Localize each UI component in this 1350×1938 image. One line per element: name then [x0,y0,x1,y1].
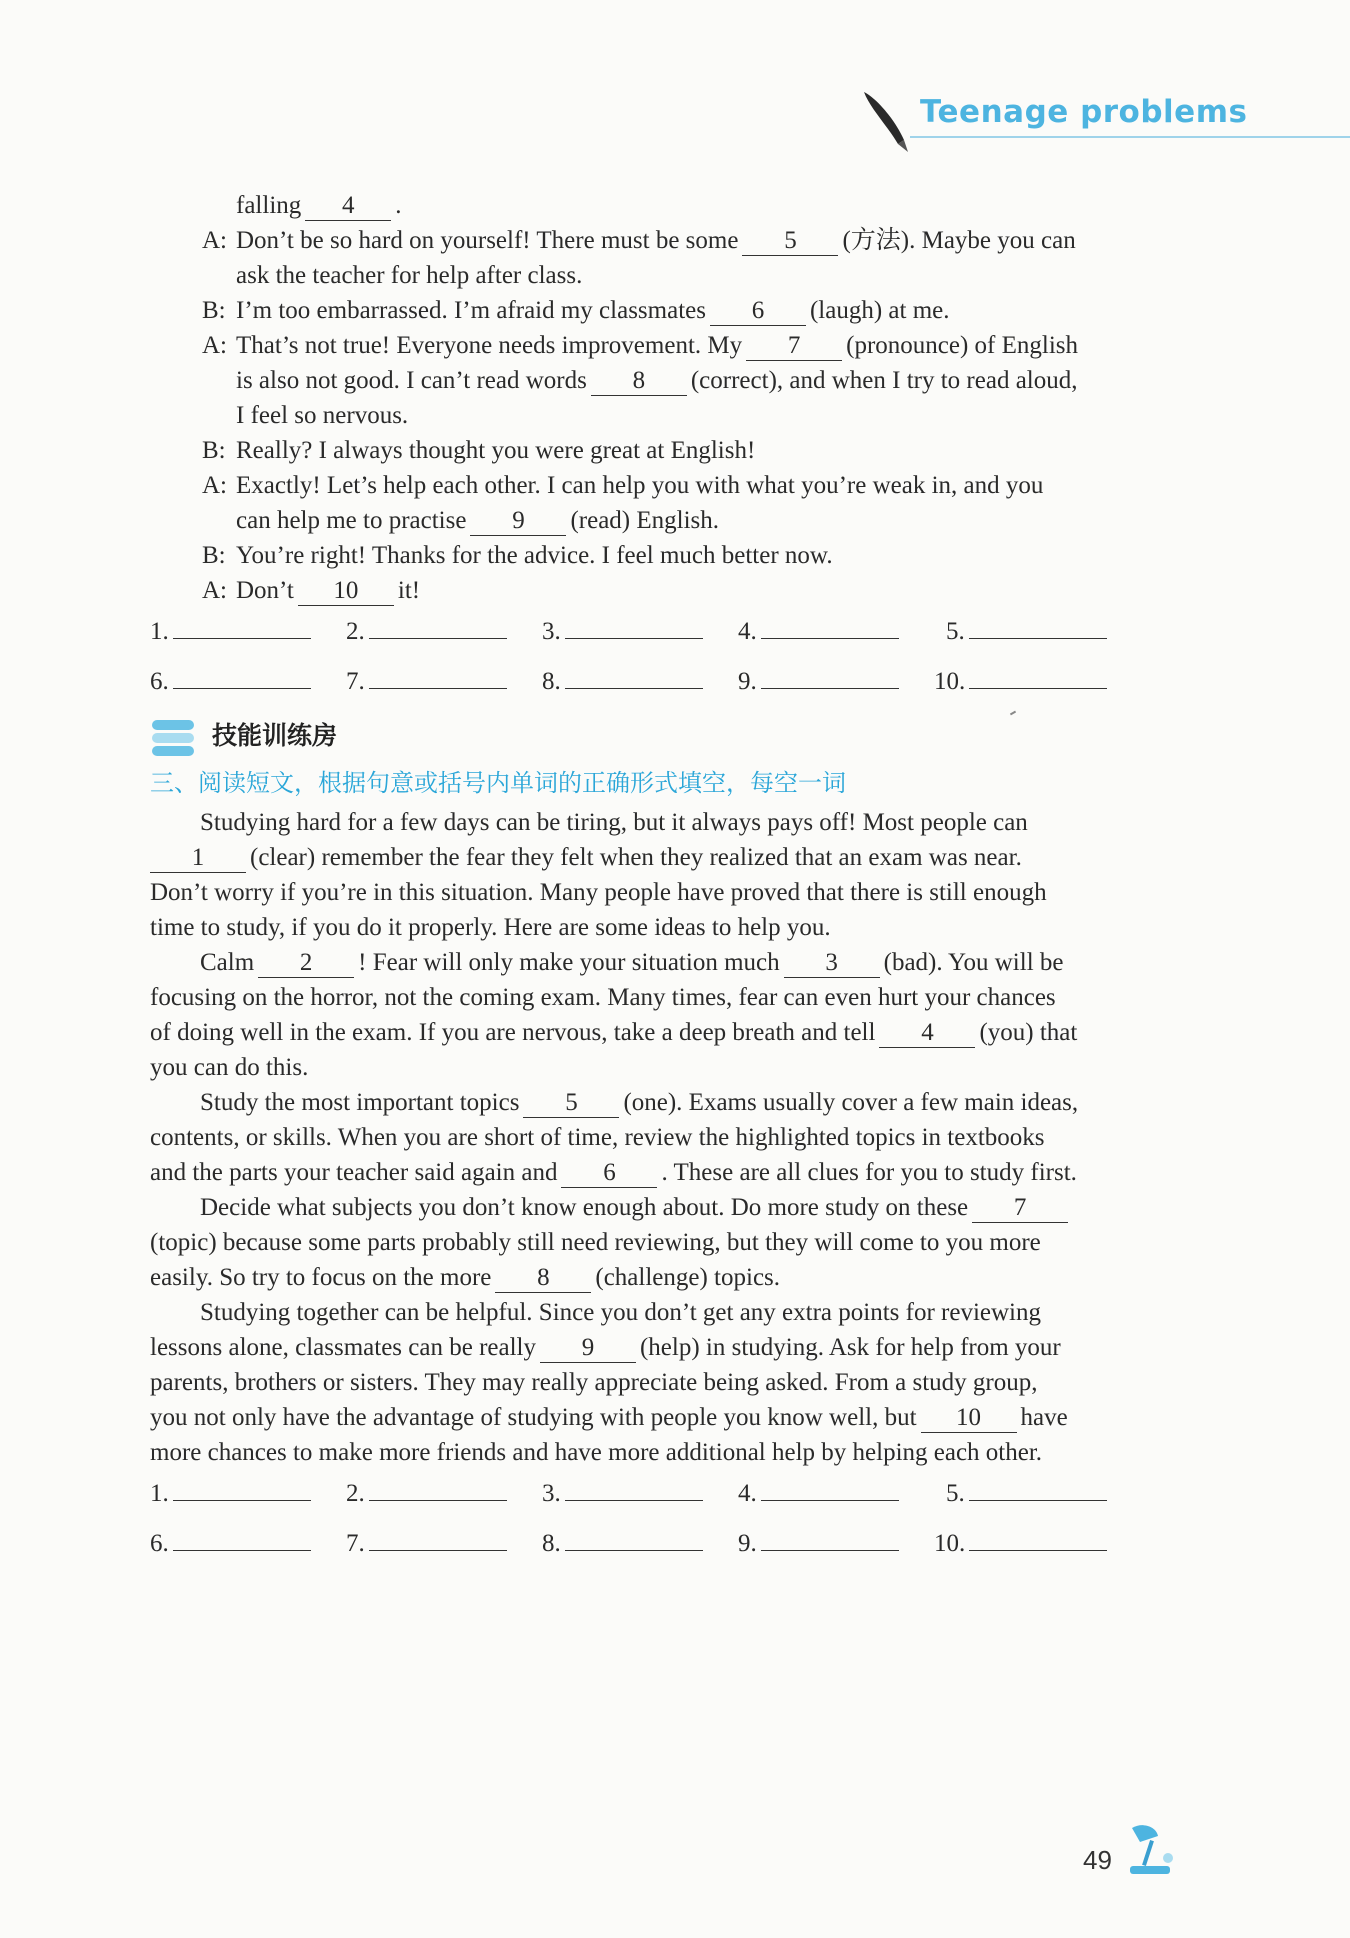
header-rule [910,136,1350,138]
passage-line: more chances to make more friends and have more additional help by helping each other. [150,1439,1043,1466]
passage-line: 1 (clear) remember the fear they felt when they realized that an exam was near. [150,840,1180,875]
answer-slot[interactable]: 9. [738,660,899,699]
exercise-instruction: 三、阅读短文，根据句意或括号内单词的正确形式填空，每空一词 [150,769,846,797]
passage-line: you can do this. [150,1054,309,1081]
speaker-label: B: [202,542,226,569]
passage-line: Studying hard for a few days can be tiring, but it always pays off! Most people can [200,809,1028,836]
blank: 10 [298,577,394,606]
page-number: 49 [1083,1845,1112,1875]
dialogue-line: can help me to practise 9 (read) English. [236,507,720,534]
speaker-label: B: [202,437,226,464]
passage-line: parents, brothers or sisters. They may really appreciate being asked. From a study group, [150,1369,1038,1396]
blank: 6 [710,297,806,326]
dialogue-line: is also not good. I can’t read words 8 (correct), and when I try to read aloud, [236,367,1078,394]
answer-slot[interactable]: 10. [934,660,1107,699]
dialogue-line: A: Exactly! Let’s help each other. I can help you with what you’re weak in, and you [150,468,1180,503]
speaker-label: B: [202,297,226,324]
answer-slot[interactable]: 1. [150,610,311,649]
answer-slot[interactable]: 4. [738,1472,899,1511]
answer-slot[interactable]: 9. [738,1522,899,1561]
speaker-label: A: [202,577,227,604]
blank: 4 [305,192,391,221]
blank: 2 [258,949,354,978]
blank: 7 [972,1194,1068,1223]
answer-row [150,610,1180,658]
answer-row [150,660,1180,708]
unit-title: Teenage problems [920,94,1248,130]
dialogue-line: ask the teacher for help after class. [236,262,583,289]
pen-icon [860,88,920,158]
blank: 5 [742,227,838,256]
blank: 9 [470,507,566,536]
answer-slot[interactable]: 7. [346,660,507,699]
dialogue-line: B: I’m too embarrassed. I’m afraid my classmates 6 (laugh) at me. [150,293,1180,328]
dialogue-line: A: That’s not true! Everyone needs improvement. My 7 (pronounce) of English [150,328,1180,363]
dialogue-line: A: Don’t 10 it! [150,573,1180,608]
answer-slot[interactable]: 7. [346,1522,507,1561]
passage-line: Don’t worry if you’re in this situation. Many people have proved that there is still enough [150,879,1047,906]
passage-line: lessons alone, classmates can be really 9 (help) in studying. Ask for help from your [150,1334,1061,1361]
answer-slot[interactable]: 3. [542,1472,703,1511]
answer-slot[interactable]: 3. [542,610,703,649]
answer-slot[interactable]: 6. [150,1522,311,1561]
dialogue-line: A: Don’t be so hard on yourself! There must be some 5 (方法). Maybe you can [150,223,1180,258]
blank: 8 [591,367,687,396]
reading-passage [150,805,1180,1470]
answer-slot[interactable]: 5. [946,1472,1107,1511]
section-heading [150,714,1180,760]
dialogue [150,188,1180,608]
blank: 6 [561,1159,657,1188]
speaker-label: A: [202,227,227,254]
dialogue-line: falling 4 . [236,192,402,219]
answer-slot[interactable]: 4. [738,610,899,649]
page-header [860,88,1350,148]
blank: 1 [150,844,246,873]
blank: 9 [540,1334,636,1363]
passage-line: (topic) because some parts probably still need reviewing, but they will come to you more [150,1229,1041,1256]
answer-slot[interactable]: 8. [542,660,703,699]
blank: 7 [746,332,842,361]
passage-line: Studying together can be helpful. Since you don’t get any extra points for reviewing [200,1299,1042,1326]
answer-slot[interactable]: 2. [346,1472,507,1511]
dialogue-line: B: Really? I always thought you were great at English! [150,433,1180,468]
passage-line: contents, or skills. When you are short of time, review the highlighted topics in textbooks [150,1124,1045,1151]
passage-line: focusing on the horror, not the coming exam. Many times, fear can even hurt your chances [150,984,1056,1011]
passage-line: and the parts your teacher said again and 6 . These are all clues for you to study first. [150,1159,1077,1186]
passage-line: of doing well in the exam. If you are nervous, take a deep breath and tell 4 (you) that [150,1019,1078,1046]
passage-line: you not only have the advantage of studying with people you know well, but 10 have [150,1404,1068,1431]
blank: 5 [523,1089,619,1118]
answer-slot[interactable]: 2. [346,610,507,649]
answer-slot[interactable]: 6. [150,660,311,699]
speaker-label: A: [202,332,227,359]
passage-line: Study the most important topics 5 (one). Exams usually cover a few main ideas, [200,1089,1079,1116]
passage-line: time to study, if you do it properly. Here are some ideas to help you. [150,914,831,941]
answer-slot[interactable]: 5. [946,610,1107,649]
dialogue-line: I feel so nervous. [236,402,409,429]
skills-icon [150,718,196,758]
passage-line: Decide what subjects you don’t know enough about. Do more study on these 7 [150,1190,1180,1225]
answer-slot[interactable]: 10. [934,1522,1107,1561]
speaker-label: A: [202,472,227,499]
blank: 4 [879,1019,975,1048]
answer-row [150,1472,1180,1520]
blank: 3 [784,949,880,978]
section-label: 技能训练房 [212,721,338,750]
answer-row [150,1522,1180,1570]
passage-line: easily. So try to focus on the more 8 (challenge) topics. [150,1264,781,1291]
answer-slot[interactable]: 1. [150,1472,311,1511]
passage-line: Calm 2 ! Fear will only make your situation much 3 (bad). You will be [200,949,1064,976]
dialogue-line: B: You’re right! Thanks for the advice. I feel much better now. [150,538,1180,573]
blank: 10 [921,1404,1017,1433]
blank: 8 [495,1264,591,1293]
answer-slot[interactable]: 8. [542,1522,703,1561]
page-content [150,188,1180,1570]
desk-lamp-icon [1118,1820,1178,1880]
